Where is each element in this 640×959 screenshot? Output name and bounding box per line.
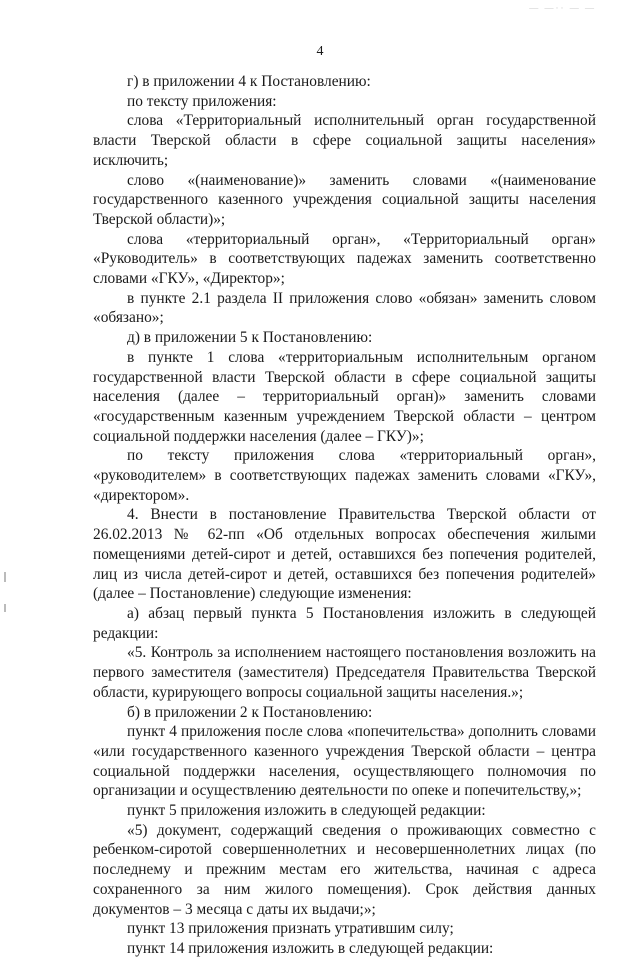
- paragraph: слова «территориальный орган», «Территориальный орган» «Руководитель» в соответствующих падежах заменить соответственно словами «ГКУ», «Директор»;: [93, 230, 596, 288]
- paragraph: пункт 5 приложения изложить в следующей редакции:: [127, 802, 486, 820]
- paragraph: в пункте 2.1 раздела II приложения слово «обязан» заменить словом «обязано»;: [93, 289, 596, 327]
- scan-artifact: [4, 604, 6, 612]
- paragraph: д) в приложении 5 к Постановлению:: [127, 329, 373, 347]
- document-body: [93, 72, 596, 959]
- paragraph: в пункте 1 слова «территориальным исполнительным органом государственной власти Тверской области в сфере социальной защиты населения (далее – территориальный орган)» заменить словами «государственным казенным учреждением Тверской области – центром социальной поддержки населения (далее – ГКУ)»;: [93, 348, 596, 445]
- scan-artifact: [4, 572, 6, 582]
- paragraph: 4. Внести в постановление Правительства Тверской области от 26.02.2013 № 62-пп «Об отдельных вопросах обеспечения жилыми помещениями детей-сирот и детей, оставшихся без попечения родителей, лиц из числа детей-сирот и детей, оставшихся без попечения родителей» (далее – Постановление) следующие изменения:: [93, 506, 596, 603]
- paragraph: пункт 14 приложения изложить в следующей редакции:: [127, 939, 494, 957]
- paragraph: слово «(наименование)» заменить словами «(наименование государственного казенного учреждения социальной защиты населения Тверской области)»;: [93, 171, 596, 228]
- paragraph: г) в приложении 4 к Постановлению:: [127, 73, 371, 90]
- paragraph: пункт 13 приложения признать утратившим силу;: [127, 920, 454, 938]
- paragraph: б) в приложении 2 к Постановлению:: [127, 703, 373, 721]
- paragraph: по тексту приложения слова «территориальный орган», «руководителем» в соответствующих падежах заменить словами «ГКУ», «директором».: [93, 447, 596, 504]
- paragraph: «5. Контроль за исполнением настоящего постановления возложить на первого заместителя (заместителя) Председателя Правительства Тверской области, курирующего вопросы социальной защиты населения.»;: [93, 644, 596, 701]
- scan-corner-marks: — —·· — —: [529, 3, 596, 13]
- paragraph: «5) документ, содержащий сведения о проживающих совместно с ребенком-сиротой совершеннолетних и несовершеннолетних лицах (по последнему и прежним местам его жительства, начиная с адреса сохраненного за ним жилого помещения). Срок действия данных документов – 3 месяца с даты их выдачи;»;: [93, 821, 596, 918]
- paragraph: а) абзац первый пункта 5 Постановления изложить в следующей редакции:: [93, 604, 596, 642]
- paragraph: пункт 4 приложения после слова «попечительства» дополнить словами «или государственного казенного учреждения Тверской области – центра социальной поддержки населения, осуществляющего полномочия по организации и осуществлению деятельности по опеке и попечительству,»;: [93, 723, 596, 800]
- paragraph: по тексту приложения:: [127, 92, 277, 110]
- page-number: 4: [316, 44, 324, 59]
- paragraph: слова «Территориальный исполнительный орган государственной власти Тверской области в сфере социальной защиты населения» исключить;: [93, 112, 596, 169]
